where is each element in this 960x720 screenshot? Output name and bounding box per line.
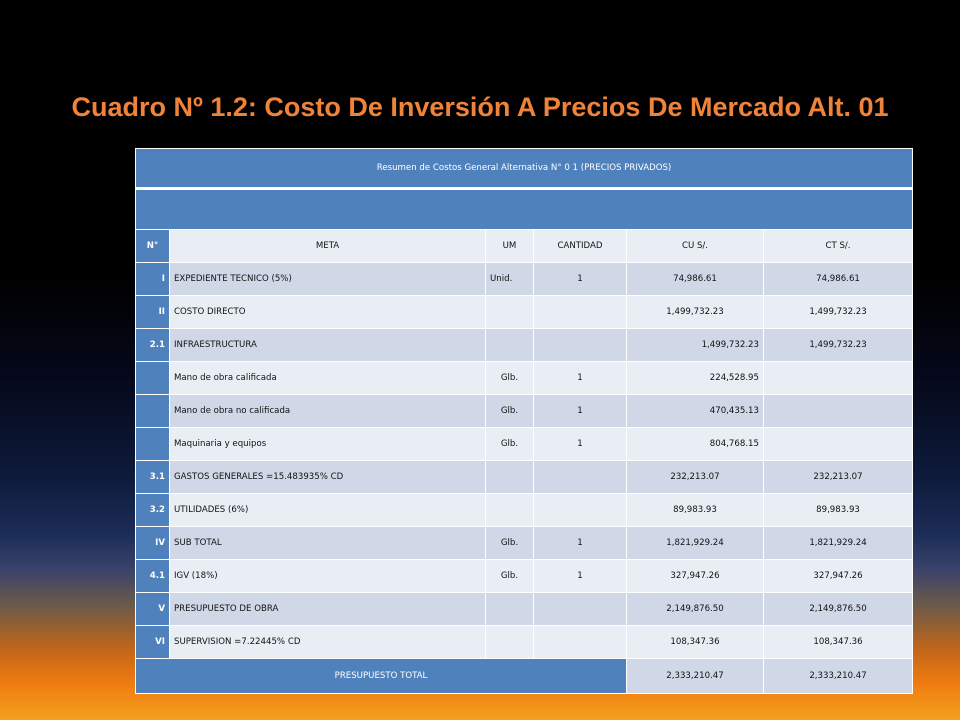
row-cantidad: 1	[534, 362, 627, 395]
row-um: Glb.	[486, 428, 534, 461]
row-cu: 2,149,876.50	[627, 593, 764, 626]
row-meta: Maquinaria y equipos	[170, 428, 486, 461]
row-cantidad: 1	[534, 395, 627, 428]
header-cantidad: CANTIDAD	[534, 230, 627, 263]
row-ct: 108,347.36	[764, 626, 913, 659]
row-no: 3.2	[136, 494, 170, 527]
header-meta: META	[170, 230, 486, 263]
total-cu: 2,333,210.47	[627, 659, 764, 694]
row-cu: 232,213.07	[627, 461, 764, 494]
row-meta: SUPERVISION =7.22445% CD	[170, 626, 486, 659]
column-header-row	[136, 230, 913, 263]
table-row	[136, 626, 913, 659]
row-meta: IGV (18%)	[170, 560, 486, 593]
row-ct: 1,821,929.24	[764, 527, 913, 560]
table-row	[136, 494, 913, 527]
row-ct	[764, 395, 913, 428]
row-cu: 327,947.26	[627, 560, 764, 593]
row-cu: 74,986.61	[627, 263, 764, 296]
header-cu: CU S/.	[627, 230, 764, 263]
row-cu: 1,821,929.24	[627, 527, 764, 560]
row-cu: 1,499,732.23	[627, 296, 764, 329]
table-row	[136, 461, 913, 494]
row-ct: 1,499,732.23	[764, 296, 913, 329]
row-um: Glb.	[486, 362, 534, 395]
row-cantidad	[534, 593, 627, 626]
header-no: N°	[136, 230, 170, 263]
total-ct: 2,333,210.47	[764, 659, 913, 694]
table-row	[136, 362, 913, 395]
table-caption: Resumen de Costos General Alternativa N° 0 1 (PRECIOS PRIVADOS)	[136, 149, 913, 189]
row-cantidad	[534, 296, 627, 329]
row-no	[136, 428, 170, 461]
row-cantidad	[534, 329, 627, 362]
row-no: IV	[136, 527, 170, 560]
row-no	[136, 395, 170, 428]
table-row	[136, 395, 913, 428]
row-cantidad: 1	[534, 527, 627, 560]
row-um	[486, 296, 534, 329]
row-um: Unid.	[486, 263, 534, 296]
table-row	[136, 296, 913, 329]
row-no: V	[136, 593, 170, 626]
row-ct: 327,947.26	[764, 560, 913, 593]
row-um: Glb.	[486, 395, 534, 428]
table-row	[136, 560, 913, 593]
row-um: Glb.	[486, 560, 534, 593]
row-ct: 89,983.93	[764, 494, 913, 527]
header-ct: CT S/.	[764, 230, 913, 263]
row-ct: 2,149,876.50	[764, 593, 913, 626]
row-no: 3.1	[136, 461, 170, 494]
cost-summary-table	[135, 148, 913, 694]
header-um: UM	[486, 230, 534, 263]
table-row	[136, 329, 913, 362]
row-um	[486, 494, 534, 527]
row-um	[486, 626, 534, 659]
row-um	[486, 329, 534, 362]
row-meta: PRESUPUESTO DE OBRA	[170, 593, 486, 626]
table-row	[136, 263, 913, 296]
row-ct: 74,986.61	[764, 263, 913, 296]
table-row	[136, 593, 913, 626]
row-cantidad: 1	[534, 263, 627, 296]
row-no	[136, 362, 170, 395]
row-ct	[764, 362, 913, 395]
row-um	[486, 461, 534, 494]
row-cu: 89,983.93	[627, 494, 764, 527]
total-row	[136, 659, 913, 694]
row-cantidad	[534, 626, 627, 659]
slide-title: Cuadro Nº 1.2: Costo De Inversión A Precios De Mercado Alt. 01	[71, 92, 889, 122]
row-ct: 1,499,732.23	[764, 329, 913, 362]
table-row	[136, 428, 913, 461]
row-cantidad	[534, 494, 627, 527]
total-label: PRESUPUESTO TOTAL	[136, 659, 627, 694]
row-no: VI	[136, 626, 170, 659]
row-no: 2.1	[136, 329, 170, 362]
row-meta: GASTOS GENERALES =15.483935% CD	[170, 461, 486, 494]
row-meta: EXPEDIENTE TECNICO (5%)	[170, 263, 486, 296]
row-no: I	[136, 263, 170, 296]
row-meta: SUB TOTAL	[170, 527, 486, 560]
row-ct: 232,213.07	[764, 461, 913, 494]
table-blank-header	[136, 189, 913, 230]
row-meta: Mano de obra no calificada	[170, 395, 486, 428]
row-no: II	[136, 296, 170, 329]
row-cu: 108,347.36	[627, 626, 764, 659]
row-cantidad: 1	[534, 428, 627, 461]
row-meta: UTILIDADES (6%)	[170, 494, 486, 527]
row-cantidad: 1	[534, 560, 627, 593]
row-cu: 470,435.13	[627, 395, 764, 428]
row-um: Glb.	[486, 527, 534, 560]
row-cu: 224,528.95	[627, 362, 764, 395]
row-ct	[764, 428, 913, 461]
table-row	[136, 527, 913, 560]
row-no: 4.1	[136, 560, 170, 593]
row-meta: Mano de obra calificada	[170, 362, 486, 395]
row-um	[486, 593, 534, 626]
row-meta: COSTO DIRECTO	[170, 296, 486, 329]
row-meta: INFRAESTRUCTURA	[170, 329, 486, 362]
row-cu: 804,768.15	[627, 428, 764, 461]
row-cu: 1,499,732.23	[627, 329, 764, 362]
row-cantidad	[534, 461, 627, 494]
